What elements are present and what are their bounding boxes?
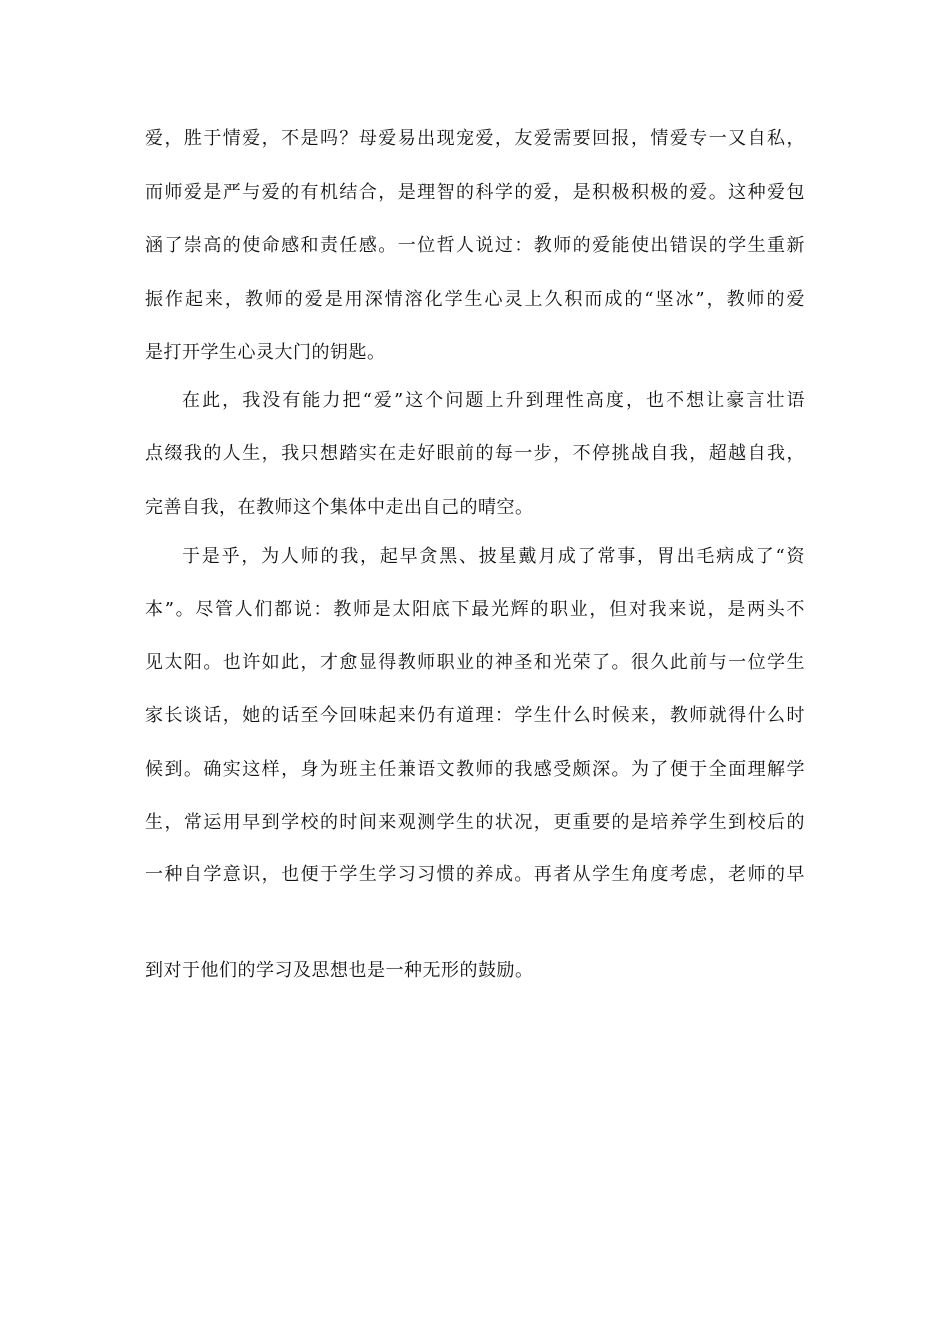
paragraph-3-line-4: 家长谈话，她的话至今回味起来仍有道理：学生什么时候来，教师就得什么时 [145, 705, 805, 726]
paragraph-1-line-3: 涵了崇高的使命感和责任感。一位哲人说过：教师的爱能使出错误的学生重新 [145, 235, 805, 256]
paragraph-3-line-5: 候到。确实这样，身为班主任兼语文教师的我感受颇深。为了便于全面理解学 [145, 759, 805, 780]
paragraph-3-line-7: 一种自学意识，也便于学生学习习惯的养成。再者从学生角度考虑，老师的早 [145, 864, 805, 885]
paragraph-2-line-3: 完善自我，在教师这个集体中走出自己的晴空。 [145, 497, 534, 518]
paragraph-1-line-4: 振作起来，教师的爱是用深情溶化学生心灵上久积而成的“坚冰”，教师的爱 [145, 289, 805, 310]
paragraph-3-line-1: 于是乎，为人师的我，起早贪黑、披星戴月成了常事，胃出毛病成了“资 [182, 546, 805, 567]
paragraph-2-line-1: 在此，我没有能力把“爱”这个问题上升到理性高度，也不想让豪言壮语 [182, 390, 805, 411]
paragraph-2-line-2: 点缀我的人生，我只想踏实在走好眼前的每一步，不停挑战自我，超越自我， [145, 443, 805, 464]
paragraph-1-line-5: 是打开学生心灵大门的钥匙。 [145, 342, 386, 363]
paragraph-1-line-1: 爱，胜于情爱，不是吗？母爱易出现宠爱，友爱需要回报，情爱专一又自私， [145, 128, 805, 149]
paragraph-3-line-6: 生，常运用早到学校的时间来观测学生的状况，更重要的是培养学生到校后的 [145, 812, 805, 833]
paragraph-3-line-8: 到对于他们的学习及思想也是一种无形的鼓励。 [145, 960, 534, 981]
paragraph-3-line-2: 本”。尽管人们都说：教师是太阳底下最光辉的职业，但对我来说，是两头不 [145, 599, 805, 620]
paragraph-1-line-2: 而师爱是严与爱的有机结合，是理智的科学的爱，是积极积极的爱。这种爱包 [145, 182, 805, 203]
paragraph-3-line-3: 见太阳。也许如此，才愈显得教师职业的神圣和光荣了。很久此前与一位学生 [145, 652, 805, 673]
